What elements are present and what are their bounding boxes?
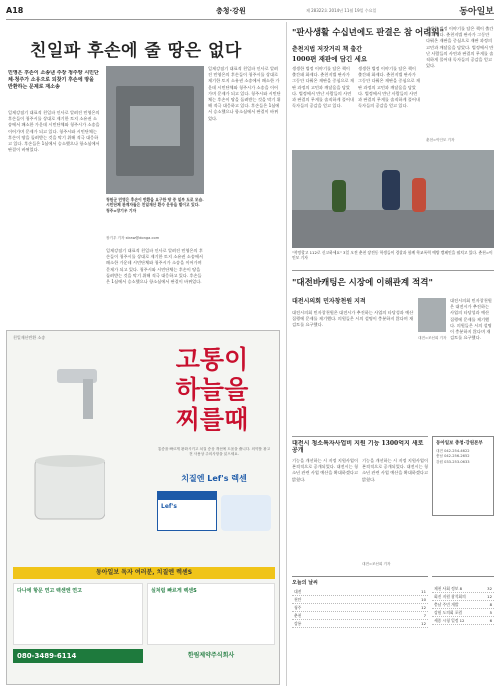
weather-label: 춘천 xyxy=(294,612,302,618)
right-subhead2: 1000편 재판에 담긴 세요 xyxy=(292,55,368,63)
newspaper-logo: 동아일보 xyxy=(459,7,494,17)
right-low-headline: 대전시 청소특자사업비 지원 기능 1300억지 새로 공개 xyxy=(292,440,424,454)
right-low-body2: 기능을 개선하는 시 지정 지원사업이 본격적으로 공개되었다. 대전시는 청소년 관련 사업 예산을 확대하겠다고 밝혔다. xyxy=(362,458,428,482)
main-photo-caption: 청원군 민영은 후손이 반환을 요구한 땅 중 일부 도로 모습. 시민단체 관계자들은 친일재산 환수 운동을 벌이고 있다. 청주=장기우 기자 xyxy=(106,197,204,213)
ad-tagline: 동아일보 독자 여러분, 치질엔 렉센S xyxy=(13,567,275,579)
main-body-col2: 일제강점기 대표적 친일파 인사로 알려진 민영은의 후손들이 청주시를 상대로 제기한 토지 소유권 소송에서 패소한 가운데 시민단체와 청주시가 소송을 이어가며 문제가 되고 있다. 청주시와 시민단체는 후손이 땅을 돌려받는 것을 막기 위해 적극 대응하고 있다. 후손들은 1심에서 승소했으나 항소심에서 판결이 바뀌었다. xyxy=(106,248,203,285)
main-photo xyxy=(106,66,204,194)
reporter-photo xyxy=(418,298,446,332)
info-box-line1: 대전 042-254-4622 xyxy=(436,449,470,453)
ad-title-line2: 하늘을 xyxy=(175,375,249,404)
section-title: 충청·강원 xyxy=(216,7,246,15)
table-cell-value: 12 xyxy=(487,593,492,599)
ad-company: 한림제약주식회사 xyxy=(187,652,235,659)
info-box xyxy=(432,436,494,516)
ad-product2-label: 실처럼 빠르게 렉센S xyxy=(151,588,197,594)
ad-product1 xyxy=(13,583,143,645)
info-box-line3: 강원 033-253-0633 xyxy=(436,459,470,464)
faucet-illustration xyxy=(27,349,105,529)
ad-product-box: Lef's xyxy=(157,491,217,531)
page-header xyxy=(6,4,494,20)
weather-label: 천안 xyxy=(294,596,302,602)
ad-small-top: 친일재산반환 소송 xyxy=(13,335,46,340)
table-row xyxy=(432,585,494,593)
weather-title: 오늘의 날씨 xyxy=(292,580,318,586)
weather-row xyxy=(292,596,428,604)
schedule-table xyxy=(432,576,494,686)
weather-row xyxy=(292,612,428,620)
table-cell-value: 5 xyxy=(489,609,492,615)
ad-phone: 080-3489-6114 xyxy=(13,649,143,663)
weather-value: 7 xyxy=(423,612,426,618)
weather-label: 대전 xyxy=(294,588,302,594)
right-photo xyxy=(292,150,494,248)
table-cell-label: 충남 주민 개발 xyxy=(434,601,459,607)
table-cell-label: 강원 도의회 포럼 xyxy=(434,609,463,615)
right-mid-reporter: 대전=조선희 기자 xyxy=(418,336,447,340)
weather-row xyxy=(292,620,428,628)
ad-title-line3: 찌를때 xyxy=(175,405,249,434)
ad-title xyxy=(157,345,267,435)
main-byline: 장기우 기자 straw@donga.com xyxy=(106,236,160,240)
ad-block xyxy=(6,330,280,685)
weather-label: 강릉 xyxy=(294,620,302,626)
right-mid-headline: "대전바캐팅은 시장에 이해관계 적격" xyxy=(292,278,433,288)
ad-product2 xyxy=(147,583,275,645)
right-byline: 춘천=이인모 기자 xyxy=(426,138,455,142)
info-box-title: 동아일보 충청·강원본부 xyxy=(436,441,483,446)
table-cell-value: 32 xyxy=(487,585,492,591)
table-cell-label: 제천 사회 정보 8 xyxy=(434,585,463,591)
weather-value: 12 xyxy=(421,620,426,626)
ad-product1-label: 다나에 항문 연고 렉센엔 연고 xyxy=(17,588,82,594)
right-photo-caption: "착정할고 112로 신고하세요" 3일 오전 춘천 장전동 학생들이 경찰과 함께 학교폭력 예방 캠페인을 펼치고 있다. 춘천=이인모 기자 xyxy=(292,250,493,261)
right-mid-body2: 대전시의회 민자창천원은 대전시가 추진하는 사업의 타당성과 예산 집행에 문제를 제기했다. 의원들은 시의 설명이 충분하지 않다며 재검토를 요구했다. xyxy=(450,298,492,341)
main-body-col3: 일제강점기 대표적 친일파 인사로 알려진 민영은의 후손들이 청주시를 상대로 제기한 토지 소유권 소송에서 패소한 가운데 시민단체와 청주시가 소송을 이어가며 문제가 되고 있다. 청주시와 시민단체는 후손이 땅을 돌려받는 것을 막기 위해 적극 대응하고 있다. 후손들은 1심에서 승소했으나 항소심에서 판결이 바뀌었다. xyxy=(208,66,281,121)
table-cell-value: 8 xyxy=(489,601,492,607)
right-mid-subhead: 대전시의회 민자창천원 지적 xyxy=(292,298,366,305)
right-low-byline: 대전=조선희 기자 xyxy=(362,562,391,566)
ad-body: 통증을 빠르게 완화시키고 치질 증상 개선에 도움을 줍니다. 의약품 광고 전 사용상 주의사항을 읽으세요. xyxy=(157,447,271,457)
table-row xyxy=(432,609,494,617)
weather-value: 12 xyxy=(421,604,426,610)
right-low-body1: 기능을 개선하는 시 지정 지원사업이 본격적으로 공개되었다. 대전시는 청소년 관련 사업 예산을 확대하겠다고 밝혔다. xyxy=(292,458,358,482)
right-body-col3: 생생한 법정 이야기를 담은 책이 출간돼 화제다. 춘천지법 판사가 그동안 다뤄온 재판을 중심으로 재판 과정의 고민과 깨달음을 담았다. 법정에서 만난 사람들의 사연과 판결의 무게를 솔직하게 풀어내 독자들의 공감을 얻고 있다. xyxy=(426,26,494,69)
table-row xyxy=(432,593,494,601)
right-subhead1: 춘천지법 저잣거리 책 출간 xyxy=(292,46,363,53)
divider-line2 xyxy=(292,436,428,437)
page-number: A18 xyxy=(6,6,24,15)
table-cell-value: 6 xyxy=(489,617,492,623)
ad-title-line1: 고통이 xyxy=(175,345,249,374)
weather-value: 11 xyxy=(421,588,426,594)
right-body-col1: 생생한 법정 이야기를 담은 책이 출간돼 화제다. 춘천지법 판사가 그동안 다뤄온 재판을 중심으로 재판 과정의 고민과 깨달음을 담았다. 법정에서 만난 사람들의 사연과 판결의 무게를 솔직하게 풀어내 독자들의 공감을 얻고 있다. xyxy=(292,66,354,109)
ad-subtitle: 치질엔 Lef's 렉센 xyxy=(181,474,247,483)
table-row xyxy=(432,601,494,609)
info-box-line2: 충남 042-256-2652 xyxy=(436,454,470,459)
weather-row xyxy=(292,604,428,612)
ad-product-tube xyxy=(221,495,271,531)
weather-label: 청주 xyxy=(294,604,302,610)
main-body-col1: 일제강점기 대표적 친일파 인사로 알려진 민영은의 후손들이 청주시를 상대로 제기한 토지 소유권 소송에서 패소한 가운데 시민단체와 청주시가 소송을 이어가며 문제가 되고 있다. 청주시와 시민단체는 후손이 땅을 돌려받는 것을 막기 위해 적극 대응하고 있다. 후손들은 1심에서 승소했으나 항소심에서 판결이 바뀌었다. xyxy=(8,110,100,153)
weather-value: 10 xyxy=(421,596,426,602)
table-cell-label: 회진 지원 참석회의 xyxy=(434,593,466,599)
right-headline: "판사생활 수십년에도 판결은 참 어려워" xyxy=(292,28,445,38)
table-cell-label: 세종 시청 일정 12 xyxy=(434,617,465,623)
main-headline: 친일파 후손에 줄 땅은 없다 xyxy=(30,41,242,61)
divider-line xyxy=(292,270,494,271)
column-divider xyxy=(286,22,287,686)
right-mid-body: 대전시의회 민자창천원은 대전시가 추진하는 사업의 타당성과 예산 집행에 문제를 제기했다. 의원들은 시의 설명이 충분하지 않다며 재검토를 요구했다. xyxy=(292,310,414,328)
table-row xyxy=(432,617,494,625)
right-body-col2: 생생한 법정 이야기를 담은 책이 출간돼 화제다. 춘천지법 판사가 그동안 다뤄온 재판을 중심으로 재판 과정의 고민과 깨달음을 담았다. 법정에서 만난 사람들의 사연과 판결의 무게를 솔직하게 풀어내 독자들의 공감을 얻고 있다. xyxy=(358,66,420,109)
main-deck: 민영은 후손이 소송낸 주장 청주땅 시민단체·청주가 소유으로 되찾기 후손에 땅을 반환하는 문제로 재소송 xyxy=(8,70,99,90)
weather-box xyxy=(292,576,428,686)
issue-date: 제 28322호 2014년 11월 19일 수요일 xyxy=(306,8,377,13)
weather-row xyxy=(292,588,428,596)
